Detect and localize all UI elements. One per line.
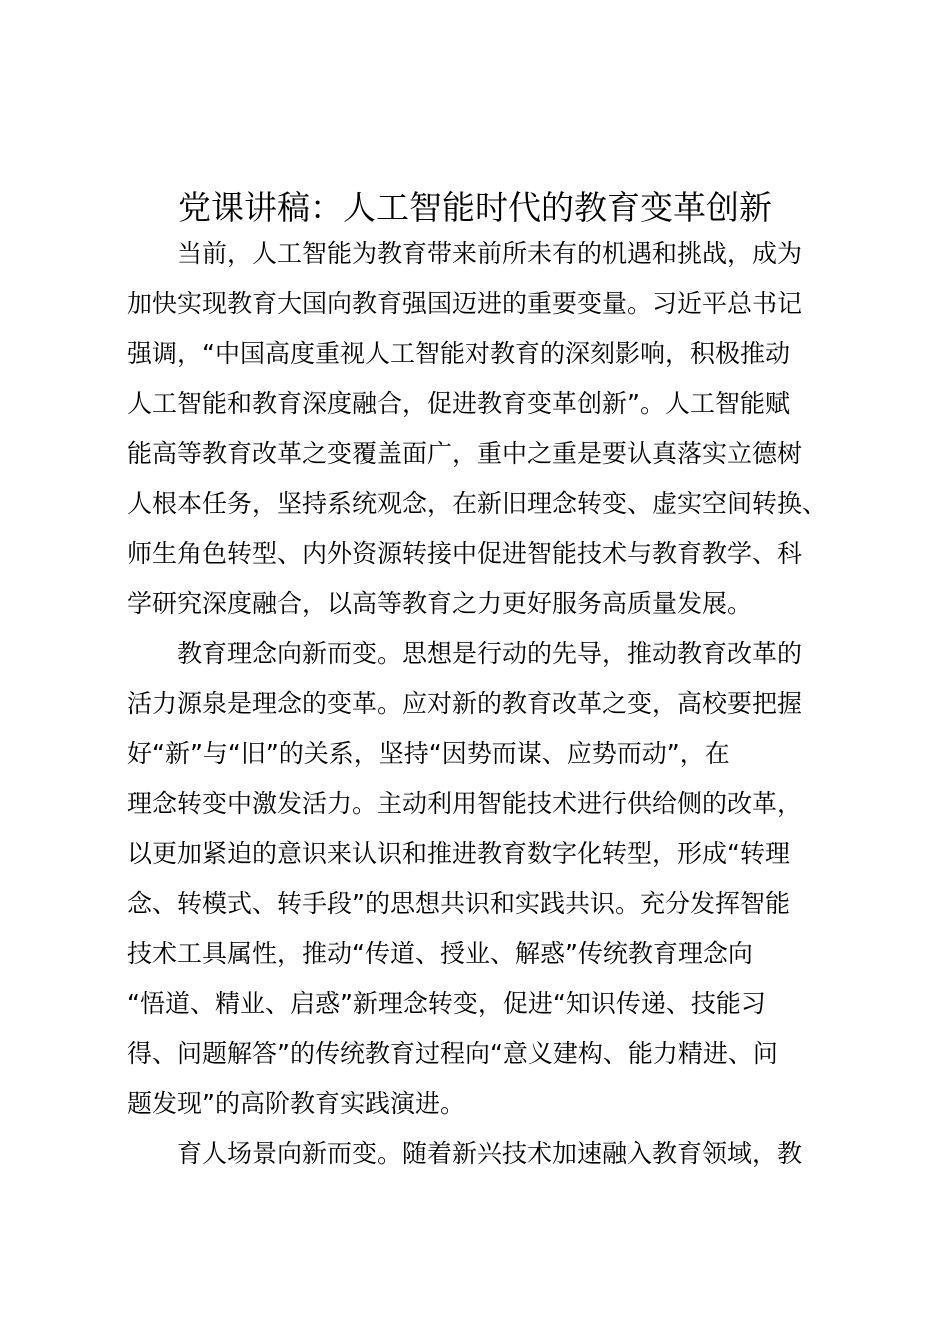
- paragraph-1-line-3: 强调，“中国高度重视人工智能对教育的深刻影响，积极推动: [127, 339, 790, 368]
- document-title: 党课讲稿：人工智能时代的教育变革创新: [178, 188, 772, 227]
- paragraph-2-line-1: 教育理念向新而变。思想是行动的先导，推动教育改革的: [177, 639, 803, 668]
- paragraph-2-line-3: 好“新”与“旧”的关系，坚持“因势而谋、应势而动”，在: [127, 739, 730, 768]
- paragraph-1-line-8: 学研究深度融合，以高等教育之力更好服务高质量发展。: [127, 589, 753, 618]
- paragraph-2-line-10: 题发现”的高阶教育实践演进。: [127, 1089, 465, 1118]
- paragraph-2-line-6: 念、转模式、转手段”的思想共识和实践共识。充分发挥智能: [127, 889, 790, 918]
- paragraph-2-line-4: 理念转变中激发活力。主动利用智能技术进行供给侧的改革，: [127, 789, 803, 818]
- paragraph-3-line-1: 育人场景向新而变。随着新兴技术加速融入教育领域，教: [177, 1139, 803, 1168]
- paragraph-2-line-5: 以更加紧迫的意识来认识和推进教育数字化转型，形成“转理: [127, 839, 790, 868]
- paragraph-1-line-5: 能高等教育改革之变覆盖面广，重中之重是要认真落实立德树: [127, 439, 803, 468]
- paragraph-1-line-4: 人工智能和教育深度融合，促进教育变革创新”。人工智能赋: [127, 389, 790, 418]
- paragraph-1-line-1: 当前，人工智能为教育带来前所未有的机遇和挑战，成为: [177, 239, 803, 268]
- paragraph-2-line-8: “悟道、精业、启惑”新理念转变，促进“知识传递、技能习: [127, 989, 766, 1018]
- paragraph-1-line-6: 人根本任务，坚持系统观念，在新旧理念转变、虚实空间转换、: [127, 489, 828, 518]
- paragraph-2-line-2: 活力源泉是理念的变革。应对新的教育改革之变，高校要把握: [127, 689, 803, 718]
- paragraph-2-line-9: 得、问题解答”的传统教育过程向“意义建构、能力精进、问: [127, 1039, 778, 1068]
- paragraph-1-line-2: 加快实现教育大国向教育强国迈进的重要变量。习近平总书记: [127, 289, 803, 318]
- paragraph-2-line-7: 技术工具属性，推动“传道、授业、解惑”传统教育理念向: [127, 939, 753, 968]
- paragraph-1-line-7: 师生角色转型、内外资源转接中促进智能技术与教育教学、科: [127, 539, 803, 568]
